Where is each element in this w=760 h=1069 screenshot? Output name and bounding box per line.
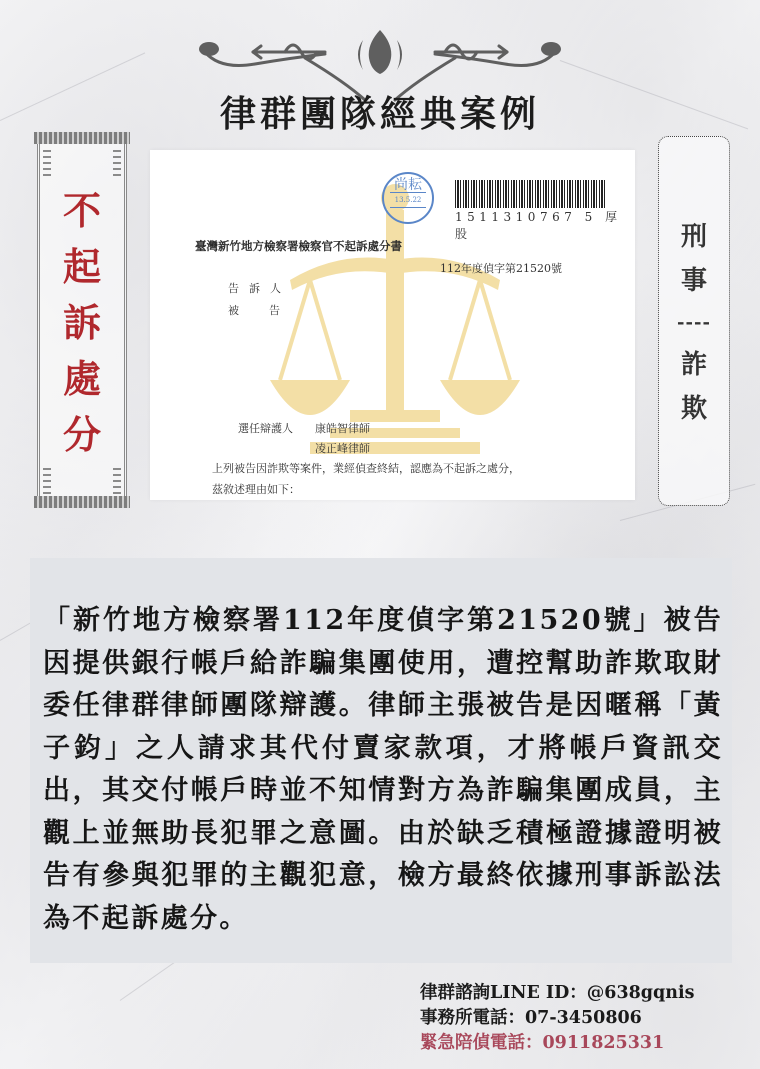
counsel-name: 康皓智律師: [315, 422, 370, 435]
contact-info: [420, 981, 695, 1056]
counsel-name: 凌正峰律師: [315, 442, 370, 455]
case-result-banner: [37, 135, 127, 505]
complainant-label: 告訴人: [228, 282, 291, 295]
ornate-border-decoration: [113, 146, 121, 176]
case-category-tag: [658, 136, 730, 506]
case-summary-text: 「新竹地方檢察署112年度偵字第21520號」被告因提供銀行帳戶給詐騙集團使用，遭控幫助詐欺取財委任律群律師團隊辯護。律師主張被告是因暱稱「黃子鈞」之人請求其代付賣家款項，才將帳戶資訊交出，其交付帳戶時並不知情對方為詐騙集團成員，主觀上並無助長犯罪之意圖。由於缺乏積極證據證明被告有參與犯罪的主觀犯意，檢方最終依據刑事訴訟法為不起訴處分。: [43, 605, 723, 934]
case-result-label: [40, 190, 124, 456]
barcode-number: 1511310767 5 厚股: [455, 210, 622, 241]
case-summary-panel: [30, 558, 732, 963]
ornate-border-decoration: [43, 146, 51, 176]
category-char: 刑: [680, 222, 707, 252]
case-result-char: 起: [62, 244, 101, 289]
official-stamp: 尚耘 13.5.22: [382, 172, 434, 224]
ornate-border-decoration: [43, 464, 51, 494]
case-result-char: 處: [62, 356, 101, 401]
case-result-char: 不: [62, 188, 101, 233]
court-document-image: [150, 150, 635, 500]
case-number: 112年度偵字第21520號: [440, 262, 562, 275]
case-result-char: 分: [62, 412, 101, 457]
page-title: 律群團隊經典案例: [219, 93, 540, 135]
emergency-phone: 緊急陪偵電話：0911825331: [420, 1033, 665, 1053]
defendant-label: 被告: [228, 304, 310, 317]
document-title: 臺灣新竹地方檢察署檢察官不起訴處分書: [195, 239, 402, 253]
document-body-line: 茲敘述理由如下：: [212, 483, 300, 496]
category-separator: ----: [677, 312, 711, 333]
category-char: 事: [680, 266, 707, 296]
subcategory-char: 欺: [680, 394, 707, 424]
document-body-line: 上列被告因詐欺等案件，業經偵查終結，認應為不起訴之處分，: [212, 462, 520, 475]
office-phone: 事務所電話：07-3450806: [420, 1008, 642, 1028]
case-result-char: 訴: [62, 300, 101, 345]
line-id: 律群諮詢LINE ID：@638gqnis: [420, 983, 695, 1003]
counsel-label: 選任辯護人: [238, 422, 293, 435]
ornate-border-decoration: [113, 464, 121, 494]
barcode: [455, 180, 605, 208]
subcategory-char: 詐: [680, 350, 707, 380]
